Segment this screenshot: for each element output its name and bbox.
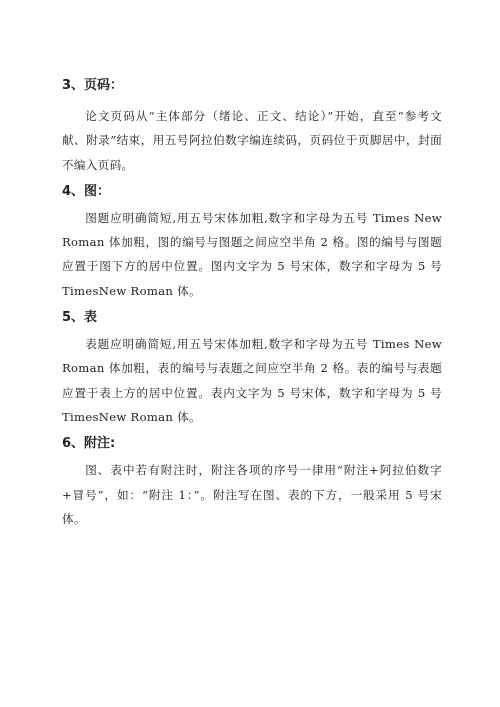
section-tables xyxy=(62,306,442,429)
section-paragraph: 论文页码从“主体部分（绪论、正文、结论）”开始，直至“参考文献、附录”结束，用五号阿拉伯数字编连续码，页码位于页脚居中，封面不编入页码。 xyxy=(62,109,442,172)
section-heading: 5、表 xyxy=(62,310,98,326)
section-heading: 4、图： xyxy=(62,183,111,199)
section-paragraph: 表题应明确简短,用五号宋体加粗,数字和字母为五号 Times New Roman 体加粗，表的编号与表题之间应空半角 2 格。表的编号与表题应置于表上方的居中位置。表内文字为 5 号宋体，数字和字母为 5 号 TimesNew Roman 体。 xyxy=(62,337,442,424)
section-heading: 3、页码： xyxy=(62,78,124,93)
section-paragraph: 图题应明确简短,用五号宋体加粗,数字和字母为五号 Times New Roman 体加粗，图的编号与图题之间应空半角 2 格。图的编号与图题应置于图下方的居中位置。图内文字为 5 号宋体，数字和字母为 5 号 TimesNew Roman 体。 xyxy=(62,210,442,298)
section-paragraph: 图、表中若有附注时，附注各项的序号一律用“附注+阿拉伯数字+冒号”，如：“附注 1：”。附注写在图、表的下方，一般采用 5 号宋体。 xyxy=(62,463,442,526)
section-notes xyxy=(62,432,442,531)
section-heading: 6、附注: xyxy=(62,436,116,452)
document-body xyxy=(62,74,442,531)
section-figures xyxy=(62,180,442,303)
section-page-numbers xyxy=(62,74,442,177)
